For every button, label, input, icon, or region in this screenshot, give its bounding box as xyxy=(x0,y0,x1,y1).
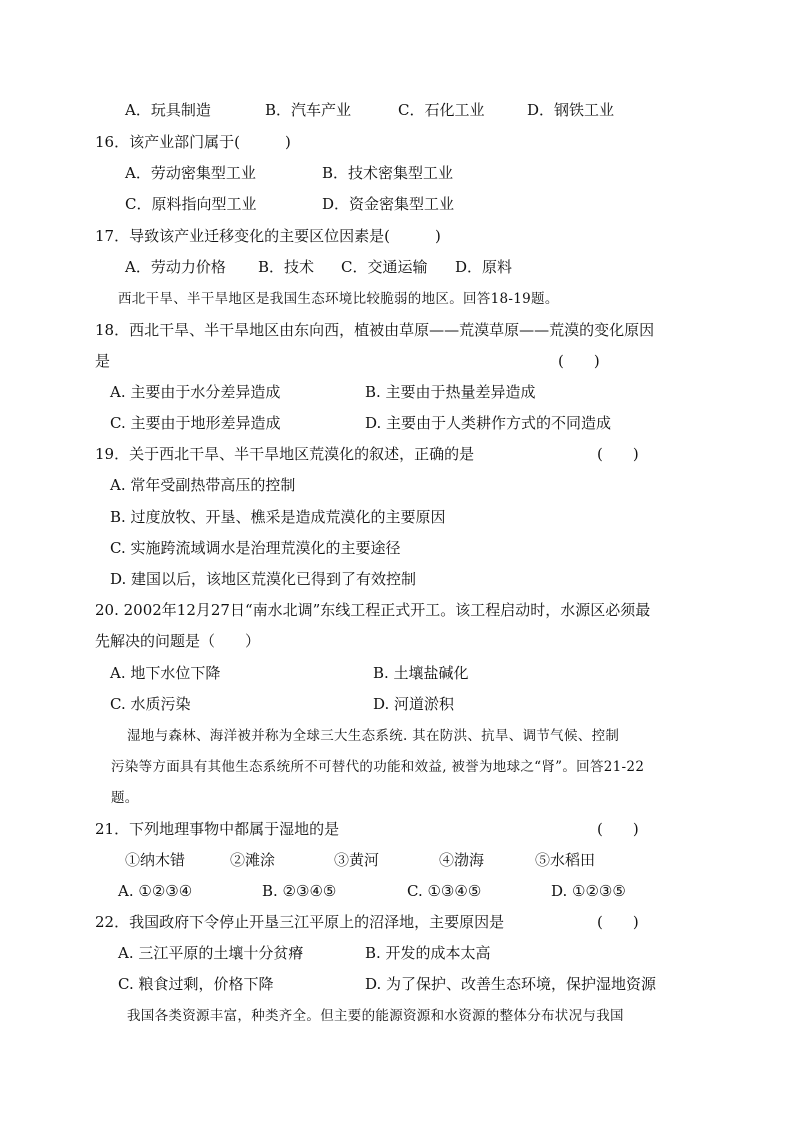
q21-option-c: C. ①③④⑤ xyxy=(407,882,482,900)
q18-option-d: D. 主要由于人类耕作方式的不同造成 xyxy=(365,414,612,432)
q21-option-a: A. ①②③④ xyxy=(118,882,193,900)
q21-item-5: ⑤水稻田 xyxy=(535,851,596,869)
q19-answer-paren: ( ) xyxy=(597,445,639,463)
q17-option-d: D．原料 xyxy=(455,258,513,276)
q21-item-2: ②滩涂 xyxy=(230,851,276,869)
q20-option-a: A. 地下水位下降 xyxy=(110,664,221,682)
q20-option-b: B. 土壤盐碱化 xyxy=(373,664,469,682)
intro-21-22-line1: 湿地与森林、海洋被并称为全球三大生态系统. 其在防洪、抗旱、调节气候、控制 xyxy=(127,728,620,744)
q19-option-b: B. 过度放牧、开垦、樵采是造成荒漠化的主要原因 xyxy=(110,508,446,526)
q17-stem: 17．导致该产业迁移变化的主要区位因素是( ) xyxy=(95,227,441,245)
q15-option-c: C．石化工业 xyxy=(398,101,485,119)
intro-21-22-line3: 题。 xyxy=(111,790,139,806)
q22-option-c: C. 粮食过剩，价格下降 xyxy=(118,975,274,993)
q17-option-a: A．劳动力价格 xyxy=(125,258,226,276)
q15-option-d: D．钢铁工业 xyxy=(527,101,615,119)
q20-option-c: C. 水质污染 xyxy=(110,695,191,713)
q16-stem: 16．该产业部门属于( ) xyxy=(95,133,291,151)
q21-stem: 21．下列地理事物中都属于湿地的是 xyxy=(95,820,340,838)
q22-option-d: D. 为了保护、改善生态环境，保护湿地资源 xyxy=(365,975,657,993)
q21-item-3: ③黄河 xyxy=(334,851,380,869)
q18-answer-paren: ( ) xyxy=(558,352,600,370)
q19-option-d: D. 建国以后，该地区荒漠化已得到了有效控制 xyxy=(110,570,417,588)
q16-option-a: A．劳动密集型工业 xyxy=(125,164,256,182)
q15-option-b: B．汽车产业 xyxy=(265,101,352,119)
intro-21-22-line2: 污染等方面具有其他生态系统所不可替代的功能和效益, 被誉为地球之“肾”。回答21-22 xyxy=(111,759,645,775)
q21-option-d: D. ①②③⑤ xyxy=(551,882,626,900)
q21-answer-paren: ( ) xyxy=(597,820,639,838)
q18-stem-line1: 18．西北干旱、半干旱地区由东向西，植被由草原——荒漠草原——荒漠的变化原因 xyxy=(95,321,655,339)
q16-option-c: C．原料指向型工业 xyxy=(125,195,257,213)
q19-option-a: A. 常年受副热带高压的控制 xyxy=(110,476,296,494)
q20-stem-line2: 先解决的问题是（ ） xyxy=(95,632,261,650)
q21-item-4: ④渤海 xyxy=(439,851,485,869)
q22-stem: 22．我国政府下令停止开垦三江平原上的沼泽地，主要原因是 xyxy=(95,913,505,931)
q20-option-d: D. 河道淤积 xyxy=(373,695,455,713)
q22-option-b: B. 开发的成本太高 xyxy=(365,944,491,962)
intro-next: 我国各类资源丰富，种类齐全。但主要的能源资源和水资源的整体分布状况与我国 xyxy=(127,1008,624,1024)
q18-option-a: A. 主要由于水分差异造成 xyxy=(110,383,281,401)
q22-option-a: A. 三江平原的土壤十分贫瘠 xyxy=(118,944,304,962)
q17-option-c: C．交通运输 xyxy=(341,258,428,276)
q22-answer-paren: ( ) xyxy=(597,913,639,931)
q16-option-d: D．资金密集型工业 xyxy=(322,195,455,213)
q21-option-b: B. ②③④⑤ xyxy=(262,882,337,900)
q18-stem-line2: 是 xyxy=(95,352,111,370)
q19-stem: 19．关于西北干旱、半干旱地区荒漠化的叙述，正确的是 xyxy=(95,445,475,463)
q20-stem-line1: 20. 2002年12月27日“南水北调”东线工程正式开工。该工程启动时，水源区必须最 xyxy=(95,601,651,619)
q21-item-1: ①纳木错 xyxy=(125,851,186,869)
q18-option-c: C. 主要由于地形差异造成 xyxy=(110,414,281,432)
q17-option-b: B．技术 xyxy=(258,258,315,276)
intro-18-19: 西北干旱、半干旱地区是我国生态环境比较脆弱的地区。回答18-19题。 xyxy=(118,291,559,307)
q16-option-b: B．技术密集型工业 xyxy=(322,164,454,182)
q18-option-b: B. 主要由于热量差异造成 xyxy=(365,383,536,401)
q15-option-a: A．玩具制造 xyxy=(125,101,211,119)
q19-option-c: C. 实施跨流域调水是治理荒漠化的主要途径 xyxy=(110,539,401,557)
